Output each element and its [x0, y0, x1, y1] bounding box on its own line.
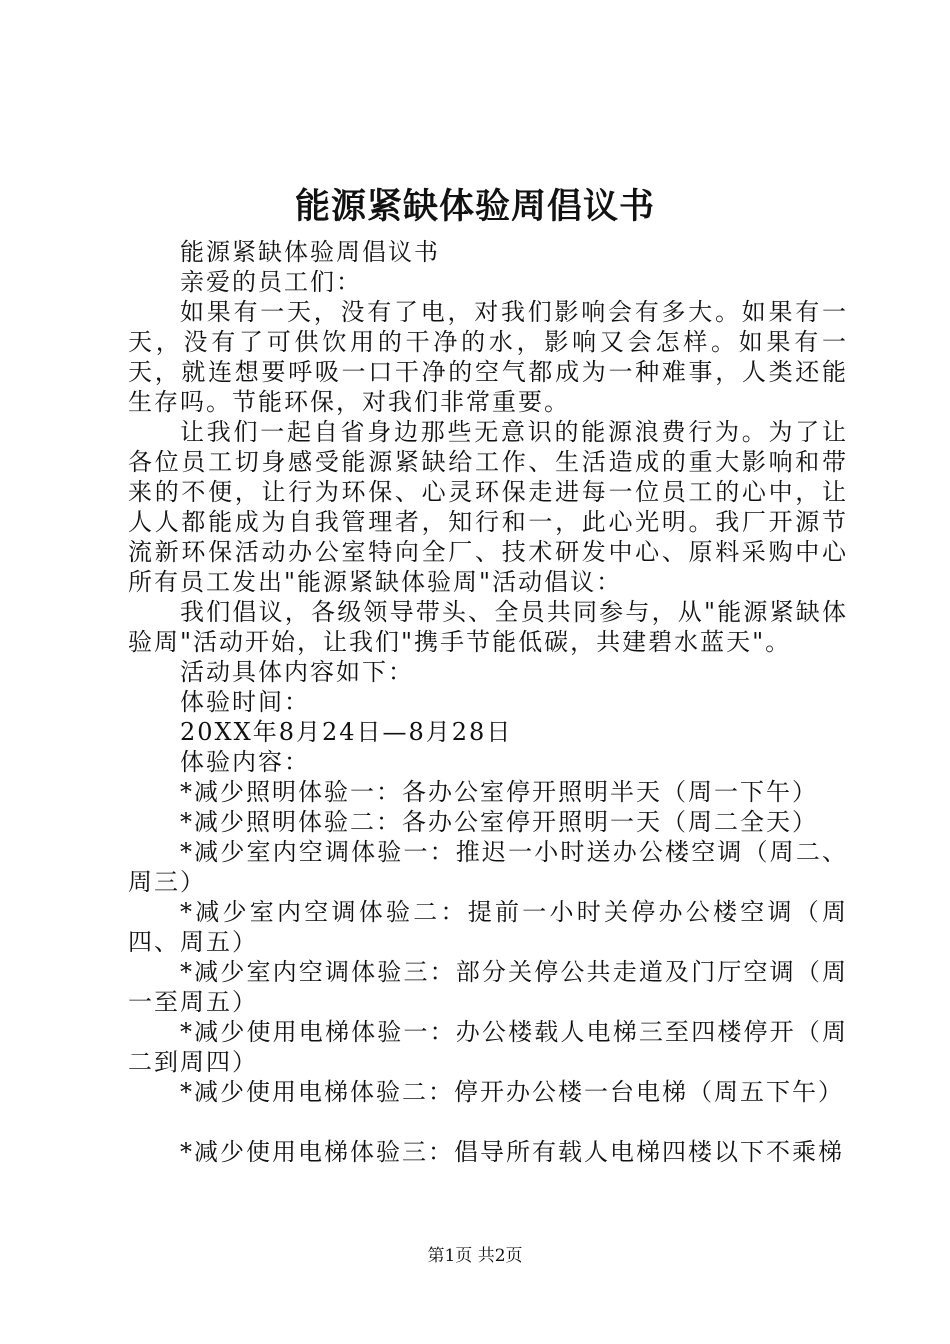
document-title: 能源紧缺体验周倡议书	[294, 186, 655, 227]
paragraph-content-label: 体验内容：	[180, 748, 310, 776]
paragraph-time-value: 20XX年8月24日—8月28日	[180, 718, 513, 746]
page-footer: 第1页 共2页	[427, 1246, 523, 1266]
paragraph-proposal: 我们倡议，各级领导带头、全员共同参与，从"能源紧缺体验周"活动开始，让我们"携手节能低碳，共建碧水蓝天"。	[128, 598, 848, 656]
list-item-elevator-2: *减少使用电梯体验二：停开办公楼一台电梯（周五下午）	[180, 1078, 844, 1106]
list-item-lighting-1: *减少照明体验一：各办公室停开照明半天（周一下午）	[180, 778, 818, 806]
list-item-elevator-3: *减少使用电梯体验三：倡导所有载人电梯四楼以下不乘梯	[180, 1138, 844, 1166]
list-item-aircon-2: *减少室内空调体验二：提前一小时关停办公楼空调（周四、周五）	[128, 898, 848, 956]
paragraph-salutation: 亲爱的员工们：	[180, 268, 362, 296]
list-item-lighting-2: *减少照明体验二：各办公室停开照明一天（周二全天）	[180, 808, 818, 836]
paragraph-call-to-action: 让我们一起自省身边那些无意识的能源浪费行为。为了让各位员工切身感受能源紧缺给工作、生活造成的重大影响和带来的不便，让行为环保、心灵环保走进每一位员工的心中，让人人都能成为自我管理者，知行和一，此心光明。我厂开源节流新环保活动办公室特向全厂、技术研发中心、原料采购中心所有员工发出"能源紧缺体验周"活动倡议：	[128, 418, 848, 596]
list-item-aircon-3: *减少室内空调体验三：部分关停公共走道及门厅空调（周一至周五）	[128, 958, 848, 1016]
list-item-aircon-1: *减少室内空调体验一：推迟一小时送办公楼空调（周二、周三）	[128, 838, 848, 896]
document-body	[128, 237, 848, 1167]
paragraph-intro: 如果有一天，没有了电，对我们影响会有多大。如果有一天，没有了可供饮用的干净的水，影响又会怎样。如果有一天，就连想要呼吸一口干净的空气都成为一种难事，人类还能生存吗。节能环保，对我们非常重要。	[128, 298, 848, 416]
paragraph-activity-heading: 活动具体内容如下：	[180, 658, 414, 686]
paragraph-time-label: 体验时间：	[180, 688, 310, 716]
list-item-elevator-1: *减少使用电梯体验一：办公楼载人电梯三至四楼停开（周二到周四）	[128, 1018, 848, 1076]
paragraph-subtitle: 能源紧缺体验周倡议书	[180, 238, 440, 266]
